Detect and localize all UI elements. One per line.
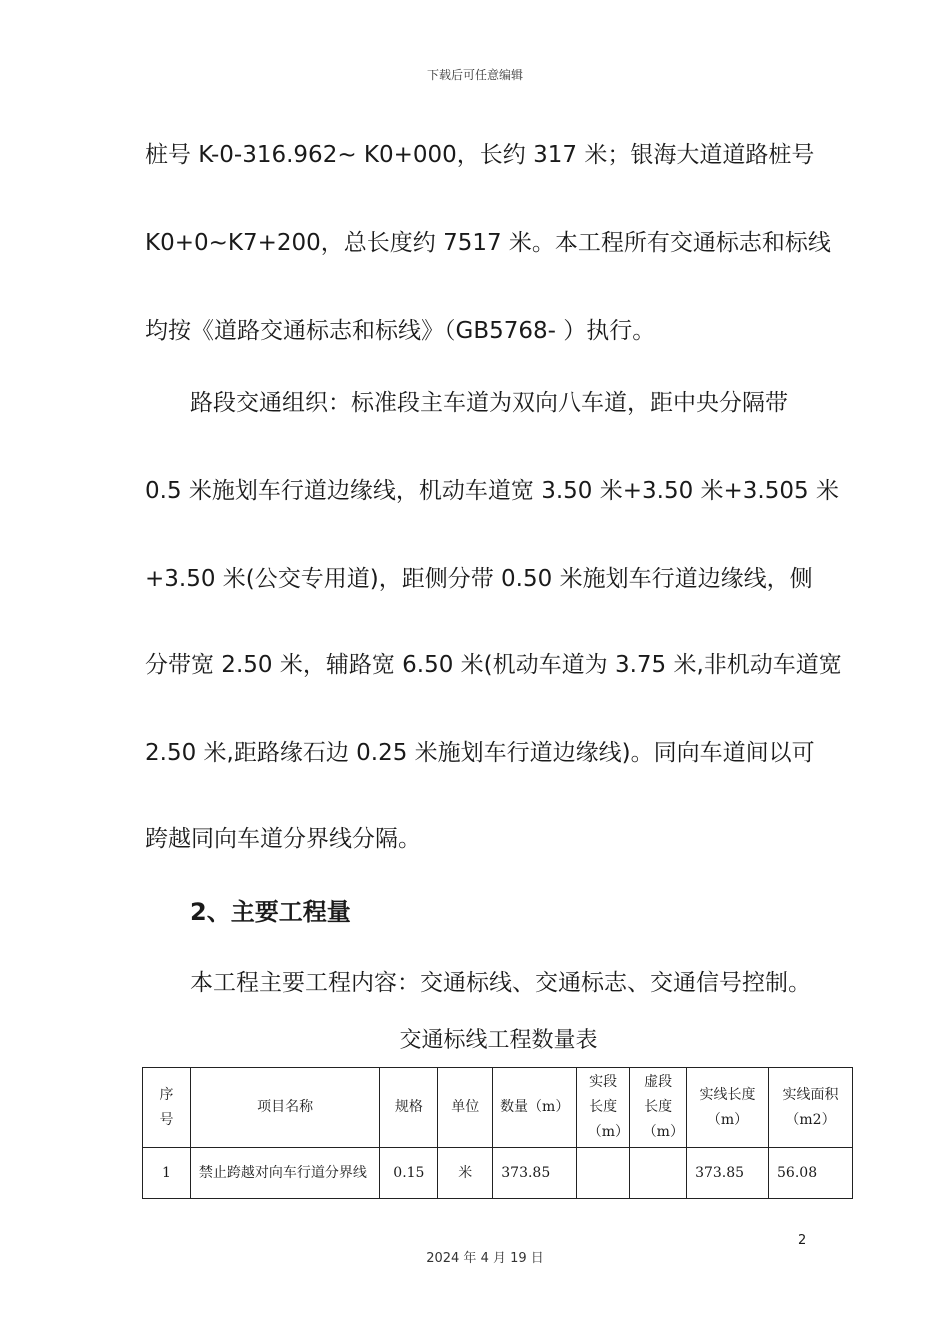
header-spec: 规格	[380, 1068, 438, 1148]
body-line-9: 跨越同向车道分界线分隔。	[145, 826, 421, 852]
body-line-5: 0.5 米施划车行道边缘线，机动车道宽 3.50 米+3.50 米+3.505 米	[145, 478, 839, 504]
body-line-6: +3.50 米(公交专用道)，距侧分带 0.50 米施划车行道边缘线，侧	[145, 566, 813, 592]
cell-solid-area: 56.08	[769, 1148, 853, 1199]
cell-qty: 373.85	[493, 1148, 577, 1199]
page-number: 2	[798, 1233, 807, 1248]
cell-name: 禁止跨越对向车行道分界线	[190, 1148, 380, 1199]
section-heading: 2、主要工程量	[190, 898, 351, 926]
cell-spec: 0.15	[380, 1148, 438, 1199]
table-title: 交通标线工程数量表	[399, 1028, 598, 1053]
cell-solid-seg	[577, 1148, 630, 1199]
cell-dash-seg	[630, 1148, 687, 1199]
table-header-row	[143, 1068, 853, 1148]
quantity-table	[142, 1067, 853, 1199]
body-line-1: 桩号 K-0-316.962~ K0+000，长约 317 米；银海大道道路桩号	[145, 142, 815, 168]
body-line-7: 分带宽 2.50 米，辅路宽 6.50 米(机动车道为 3.75 米,非机动车道宽	[145, 652, 842, 678]
body-line-2: K0+0~K7+200，总长度约 7517 米。本工程所有交通标志和标线	[145, 230, 831, 256]
cell-no: 1	[143, 1148, 191, 1199]
page-header: 下载后可任意编辑	[426, 68, 523, 82]
section-intro: 本工程主要工程内容：交通标线、交通标志、交通信号控制。	[190, 970, 811, 996]
body-line-3: 均按《道路交通标志和标线》（GB5768- ）执行。	[145, 318, 656, 344]
footer-date: 2024 年 4 月 19 日	[426, 1251, 544, 1266]
cell-unit: 米	[438, 1148, 493, 1199]
header-solid-seg: 实段长度（m）	[577, 1068, 630, 1148]
header-unit: 单位	[438, 1068, 493, 1148]
body-line-8: 2.50 米,距路缘石边 0.25 米施划车行道边缘线)。同向车道间以可	[145, 740, 815, 766]
cell-solid-len: 373.85	[687, 1148, 769, 1199]
header-name: 项目名称	[190, 1068, 380, 1148]
header-no: 序号	[143, 1068, 191, 1148]
header-dash-seg: 虚段长度（m）	[630, 1068, 687, 1148]
header-solid-area: 实线面积（m2）	[769, 1068, 853, 1148]
header-solid-len: 实线长度（m）	[687, 1068, 769, 1148]
header-qty: 数量（m）	[493, 1068, 577, 1148]
table-row	[143, 1148, 853, 1199]
body-line-4: 路段交通组织：标准段主车道为双向八车道，距中央分隔带	[190, 390, 788, 416]
